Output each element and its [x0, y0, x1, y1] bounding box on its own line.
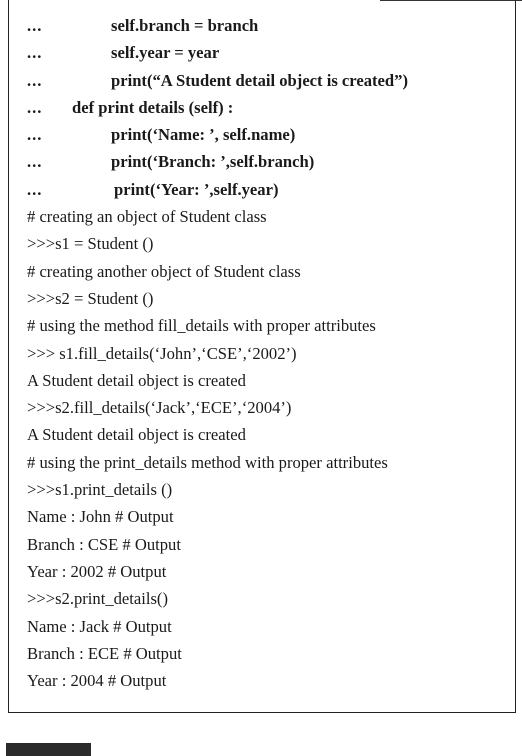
code-text: Branch : CSE # Output — [27, 534, 181, 554]
code-line — [27, 613, 522, 640]
code-line — [27, 640, 522, 667]
footer-tab — [6, 743, 91, 756]
continuation-prompt: ... — [27, 43, 43, 63]
continuation-prompt: ... — [27, 152, 43, 172]
code-line — [27, 258, 522, 285]
code-text: print(‘Name: ’, self.name) — [111, 125, 296, 145]
code-line — [27, 312, 522, 339]
code-text: A Student detail object is created — [27, 370, 246, 390]
code-text: # using the print_details method with proper attributes — [27, 452, 388, 472]
code-lines — [27, 12, 522, 694]
code-line — [27, 476, 522, 503]
code-line — [27, 367, 522, 394]
code-line — [27, 667, 522, 694]
code-line — [27, 12, 522, 39]
code-line — [27, 585, 522, 612]
continuation-prompt: ... — [27, 16, 43, 35]
code-line — [27, 176, 522, 203]
continuation-prompt: ... — [27, 179, 43, 199]
code-line — [27, 394, 522, 421]
code-text: >>>s2.fill_details(‘Jack’,‘ECE’,‘2004’) — [27, 398, 292, 418]
code-box — [8, 0, 516, 713]
continuation-prompt: ... — [27, 97, 43, 117]
code-text: self.year = year — [111, 43, 220, 63]
code-text: self.branch = branch — [111, 16, 259, 35]
code-line — [27, 67, 522, 94]
code-text: >>>s2.print_details() — [27, 589, 168, 609]
code-line — [27, 94, 522, 121]
code-text: Year : 2002 # Output — [27, 561, 167, 581]
code-text: >>>s2 = Student () — [27, 288, 154, 308]
code-text: Branch : ECE # Output — [27, 643, 182, 663]
code-line — [27, 531, 522, 558]
code-line — [27, 230, 522, 257]
continuation-prompt: ... — [27, 70, 43, 90]
code-line — [27, 558, 522, 585]
code-text: print(‘Branch: ’,self.branch) — [111, 152, 315, 172]
code-text: # using the method fill_details with proper attributes — [27, 316, 376, 336]
code-line — [27, 285, 522, 312]
code-line — [27, 203, 522, 230]
code-text: >>>s1 = Student () — [27, 234, 154, 254]
code-text: Name : John # Output — [27, 507, 174, 527]
continuation-prompt: ... — [27, 125, 43, 145]
code-text: >>>s1.print_details () — [27, 480, 173, 500]
code-line — [27, 449, 522, 476]
code-line — [27, 503, 522, 530]
code-text: print(“A Student detail object is created”) — [111, 70, 408, 90]
code-line — [27, 340, 522, 367]
code-text: Name : Jack # Output — [27, 616, 172, 636]
code-text: print(‘Year: ’,self.year) — [114, 179, 279, 199]
code-line — [27, 421, 522, 448]
code-line — [27, 121, 522, 148]
code-text: >>> s1.fill_details(‘John’,‘CSE’,‘2002’) — [27, 343, 297, 363]
code-text: Year : 2004 # Output — [27, 671, 167, 691]
code-text: def print details (self) : — [72, 97, 234, 117]
code-line — [27, 148, 522, 175]
code-text: A Student detail object is created — [27, 425, 246, 445]
code-text: # creating an object of Student class — [27, 207, 267, 227]
code-line — [27, 39, 522, 66]
code-text: # creating another object of Student class — [27, 261, 301, 281]
